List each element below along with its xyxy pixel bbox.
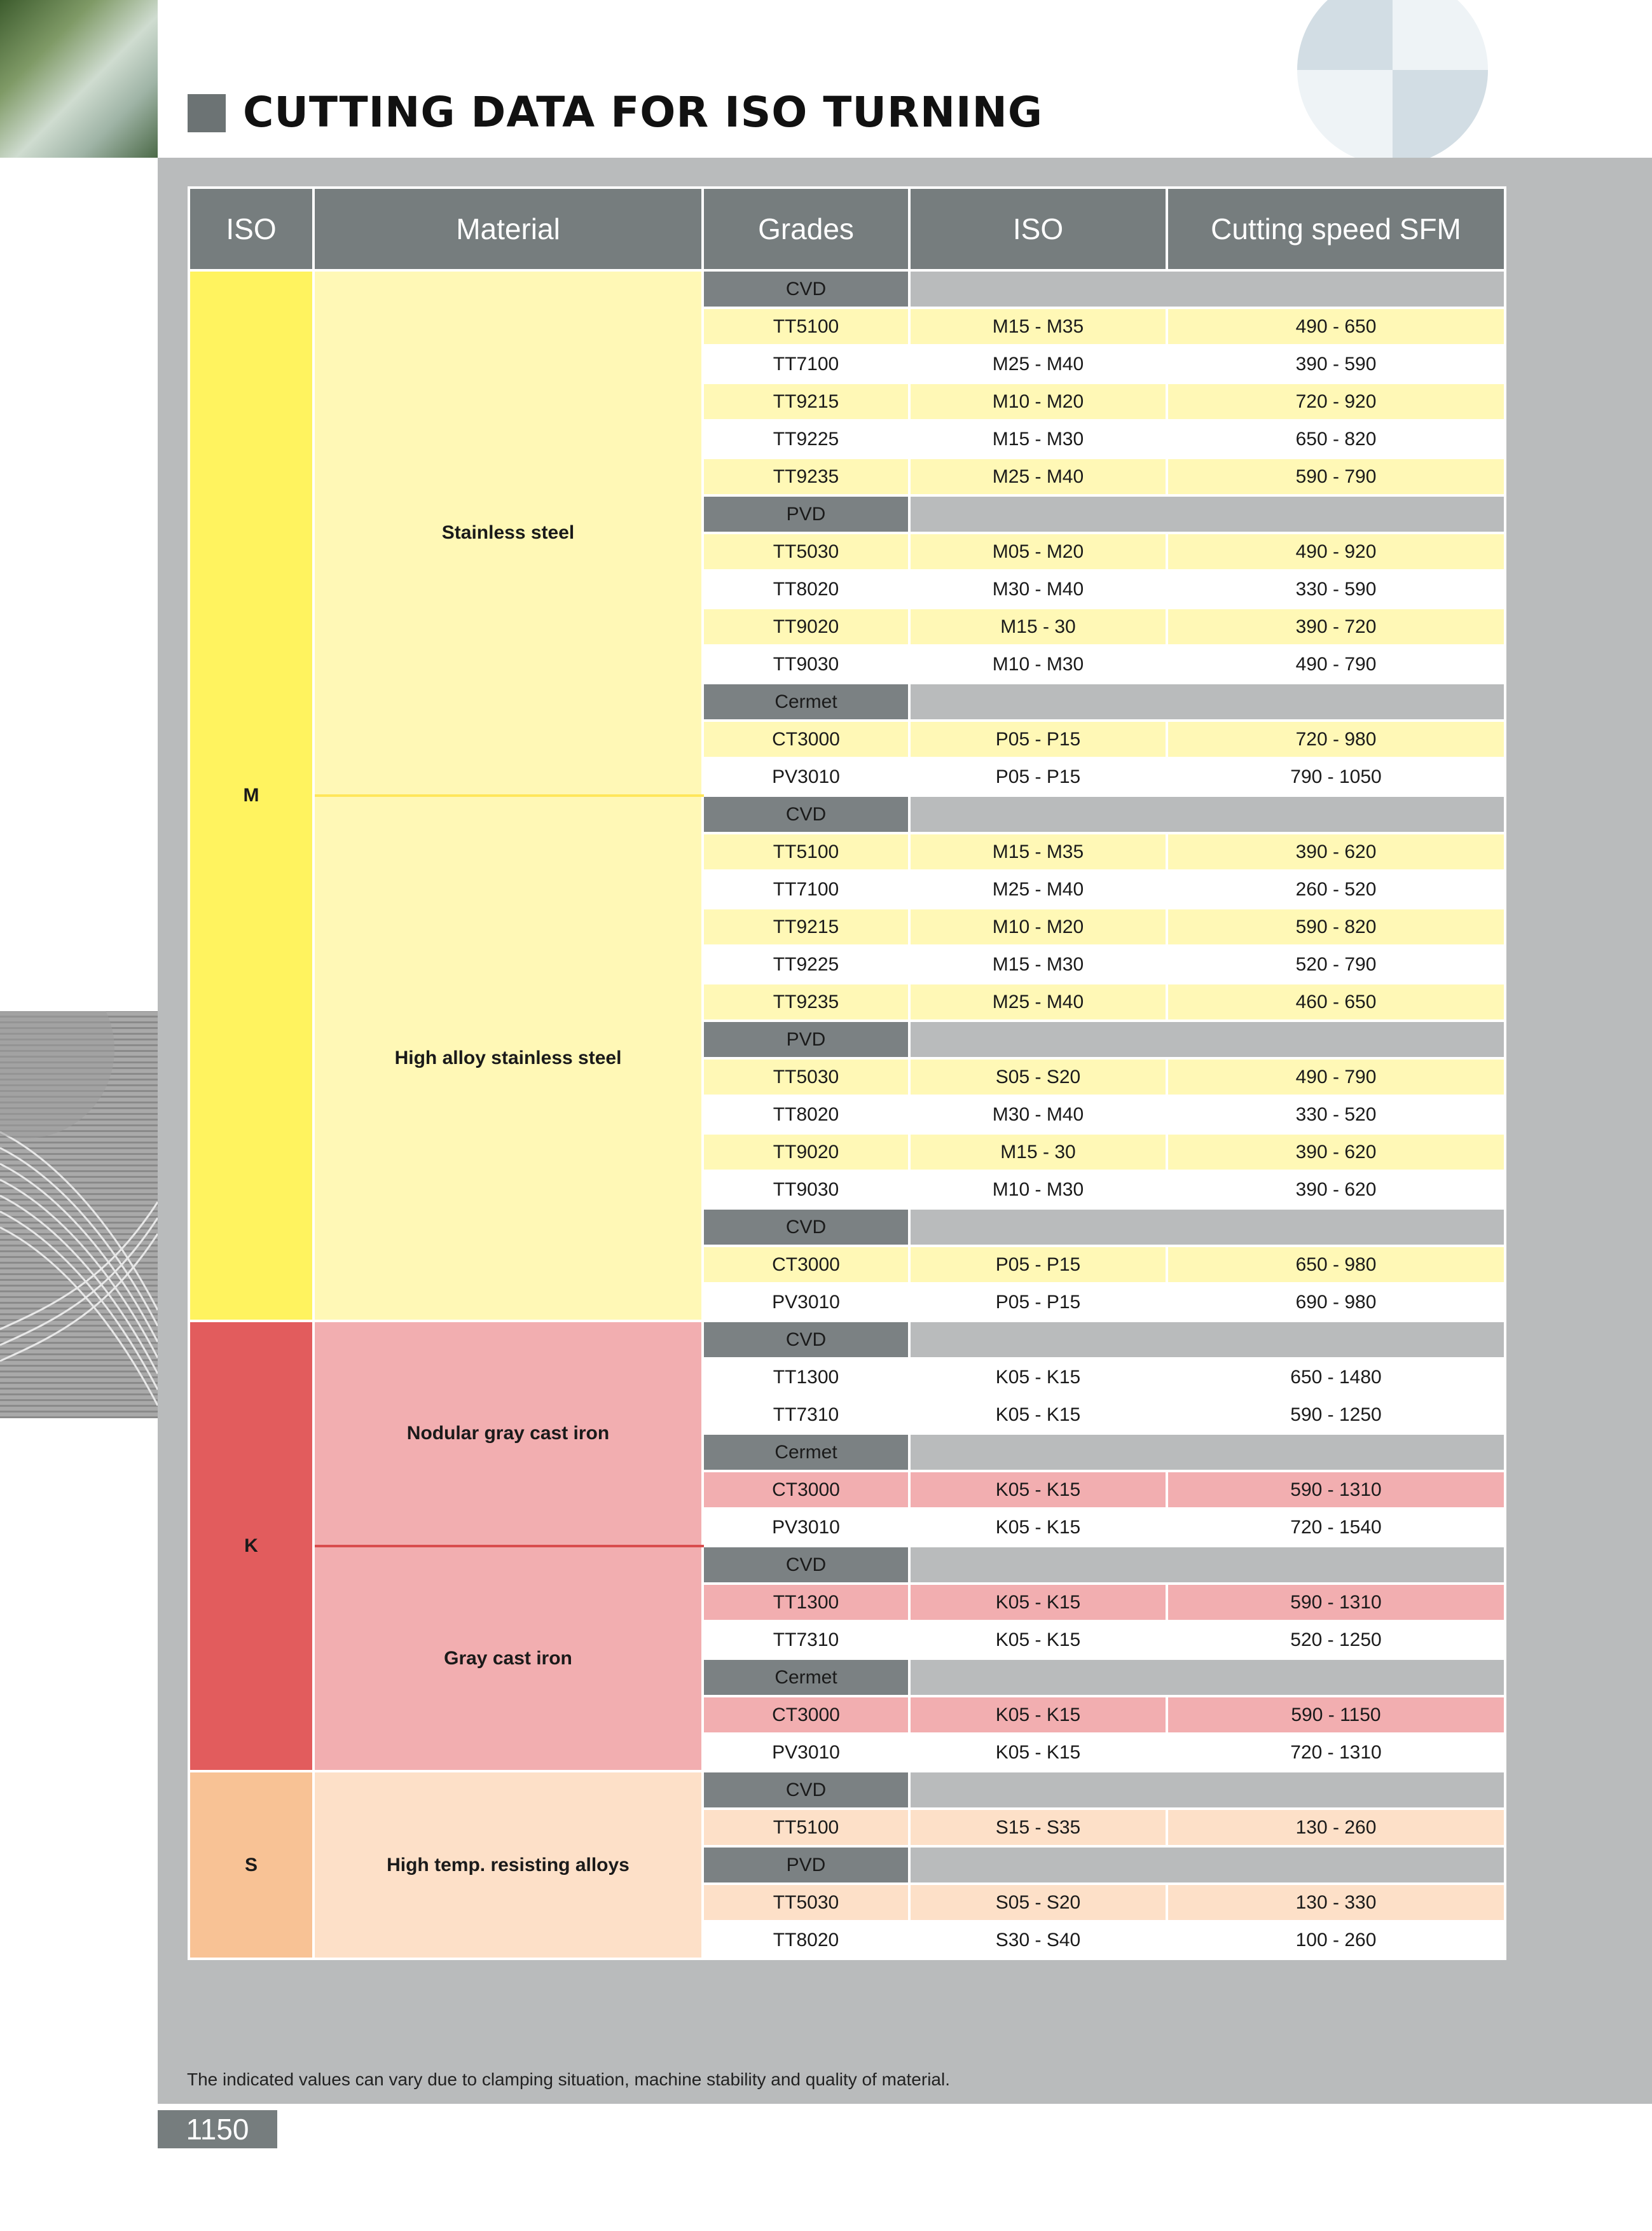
iso-range-cell: K05 - K15 (909, 1358, 1167, 1396)
iso-range-cell: S05 - S20 (909, 1884, 1167, 1921)
iso-range-cell: P05 - P15 (909, 758, 1167, 796)
table-body (189, 270, 1505, 1959)
cutting-speed-cell: 130 - 260 (1167, 1809, 1505, 1846)
grade-cell: TT9235 (703, 458, 909, 495)
iso-range-cell: M15 - M35 (909, 308, 1167, 345)
grade-cell: TT9030 (703, 646, 909, 683)
group-row-filler (909, 1321, 1505, 1358)
cutting-speed-cell: 390 - 590 (1167, 345, 1505, 383)
grade-group-label: Cermet (703, 1433, 909, 1471)
header-iso-range: ISO (909, 188, 1167, 270)
iso-range-cell: K05 - K15 (909, 1584, 1167, 1621)
group-row-filler (909, 270, 1505, 308)
cutting-speed-cell: 490 - 650 (1167, 308, 1505, 345)
grade-cell: TT5100 (703, 1809, 909, 1846)
cutting-speed-cell: 330 - 520 (1167, 1096, 1505, 1133)
cutting-speed-cell: 100 - 260 (1167, 1921, 1505, 1959)
cutting-speed-cell: 490 - 790 (1167, 1058, 1505, 1096)
group-row (189, 1321, 1505, 1358)
material-cell: High temp. resisting alloys (313, 1771, 703, 1959)
grade-cell: TT9215 (703, 383, 909, 420)
grade-cell: TT9020 (703, 1133, 909, 1171)
grade-cell: TT7310 (703, 1621, 909, 1659)
cutting-speed-cell: 650 - 980 (1167, 1246, 1505, 1283)
header-iso: ISO (189, 188, 313, 270)
iso-range-cell: P05 - P15 (909, 721, 1167, 758)
cutting-speed-cell: 690 - 980 (1167, 1283, 1505, 1321)
cutting-speed-cell: 650 - 1480 (1167, 1358, 1505, 1396)
iso-range-cell: M25 - M40 (909, 871, 1167, 908)
group-row-filler (909, 796, 1505, 833)
grade-cell: CT3000 (703, 1246, 909, 1283)
group-row (189, 1546, 1505, 1584)
header-material: Material (313, 188, 703, 270)
grade-cell: TT5030 (703, 1884, 909, 1921)
iso-range-cell: M15 - M30 (909, 420, 1167, 458)
iso-range-cell: M25 - M40 (909, 983, 1167, 1021)
grade-cell: TT9030 (703, 1171, 909, 1208)
grade-cell: PV3010 (703, 758, 909, 796)
grade-cell: TT8020 (703, 1921, 909, 1959)
grade-cell: TT7100 (703, 871, 909, 908)
grade-cell: TT5030 (703, 1058, 909, 1096)
grade-cell: TT9225 (703, 420, 909, 458)
iso-range-cell: M10 - M20 (909, 383, 1167, 420)
grade-group-label: CVD (703, 1321, 909, 1358)
iso-range-cell: S05 - S20 (909, 1058, 1167, 1096)
header-cutting-speed: Cutting speed SFM (1167, 188, 1505, 270)
material-cell: Nodular gray cast iron (313, 1321, 703, 1546)
footnote: The indicated values can vary due to clamping situation, machine stability and quality of material. (187, 2069, 950, 2089)
decorative-circle-graphic (1297, 0, 1488, 165)
iso-range-cell: P05 - P15 (909, 1246, 1167, 1283)
iso-range-cell: M30 - M40 (909, 570, 1167, 608)
group-row-filler (909, 1433, 1505, 1471)
iso-range-cell: M15 - 30 (909, 608, 1167, 646)
group-row-filler (909, 495, 1505, 533)
iso-range-cell: M25 - M40 (909, 345, 1167, 383)
material-cell: Stainless steel (313, 270, 703, 796)
cutting-speed-cell: 590 - 1310 (1167, 1584, 1505, 1621)
cutting-speed-cell: 720 - 980 (1167, 721, 1505, 758)
grade-group-label: CVD (703, 1546, 909, 1584)
grade-cell: TT5030 (703, 533, 909, 570)
iso-range-cell: M10 - M30 (909, 1171, 1167, 1208)
iso-range-cell: S15 - S35 (909, 1809, 1167, 1846)
iso-range-cell: M15 - M35 (909, 833, 1167, 871)
cutting-data-table (188, 186, 1506, 1960)
iso-range-cell: K05 - K15 (909, 1396, 1167, 1433)
grade-cell: TT8020 (703, 570, 909, 608)
grade-group-label: CVD (703, 1771, 909, 1809)
iso-range-cell: M15 - M30 (909, 946, 1167, 983)
grade-cell: TT1300 (703, 1358, 909, 1396)
iso-range-cell: M05 - M20 (909, 533, 1167, 570)
grade-group-label: PVD (703, 1846, 909, 1884)
iso-class-cell: M (189, 270, 313, 1321)
group-row-filler (909, 1546, 1505, 1584)
cutting-speed-cell: 490 - 920 (1167, 533, 1505, 570)
grade-group-label: Cermet (703, 683, 909, 721)
iso-range-cell: M25 - M40 (909, 458, 1167, 495)
cutting-speed-cell: 520 - 1250 (1167, 1621, 1505, 1659)
iso-class-cell: S (189, 1771, 313, 1959)
grade-group-label: PVD (703, 495, 909, 533)
cutting-speed-cell: 720 - 1310 (1167, 1734, 1505, 1771)
iso-range-cell: K05 - K15 (909, 1509, 1167, 1546)
iso-range-cell: S30 - S40 (909, 1921, 1167, 1959)
iso-range-cell: K05 - K15 (909, 1734, 1167, 1771)
cutting-speed-cell: 590 - 1250 (1167, 1396, 1505, 1433)
iso-range-cell: M10 - M20 (909, 908, 1167, 946)
grade-group-label: Cermet (703, 1659, 909, 1696)
iso-range-cell: K05 - K15 (909, 1471, 1167, 1509)
cutting-speed-cell: 390 - 620 (1167, 1171, 1505, 1208)
grade-cell: CT3000 (703, 721, 909, 758)
cutting-speed-cell: 390 - 720 (1167, 608, 1505, 646)
grade-cell: TT9235 (703, 983, 909, 1021)
title-marker-square (188, 94, 226, 132)
cutting-speed-cell: 390 - 620 (1167, 1133, 1505, 1171)
grade-cell: PV3010 (703, 1734, 909, 1771)
grade-cell: TT5100 (703, 833, 909, 871)
cutting-speed-cell: 260 - 520 (1167, 871, 1505, 908)
page-title: CUTTING DATA FOR ISO TURNING (243, 88, 1043, 137)
grade-cell: TT5100 (703, 308, 909, 345)
cutting-speed-cell: 790 - 1050 (1167, 758, 1505, 796)
group-row (189, 270, 1505, 308)
cutting-speed-cell: 490 - 790 (1167, 646, 1505, 683)
group-row-filler (909, 1208, 1505, 1246)
iso-range-cell: M10 - M30 (909, 646, 1167, 683)
grade-cell: TT1300 (703, 1584, 909, 1621)
cutting-speed-cell: 130 - 330 (1167, 1884, 1505, 1921)
iso-range-cell: M30 - M40 (909, 1096, 1167, 1133)
grade-cell: TT7100 (703, 345, 909, 383)
group-row-filler (909, 1659, 1505, 1696)
grade-cell: TT9225 (703, 946, 909, 983)
material-cell: High alloy stainless steel (313, 796, 703, 1321)
grade-cell: TT7310 (703, 1396, 909, 1433)
iso-range-cell: M15 - 30 (909, 1133, 1167, 1171)
cutting-speed-cell: 590 - 820 (1167, 908, 1505, 946)
grade-group-label: CVD (703, 1208, 909, 1246)
group-row-filler (909, 1021, 1505, 1058)
cutting-speed-cell: 520 - 790 (1167, 946, 1505, 983)
material-cell: Gray cast iron (313, 1546, 703, 1771)
cutting-speed-cell: 460 - 650 (1167, 983, 1505, 1021)
cutting-speed-cell: 590 - 790 (1167, 458, 1505, 495)
grade-group-label: CVD (703, 270, 909, 308)
group-row-filler (909, 1846, 1505, 1884)
grade-cell: TT9020 (703, 608, 909, 646)
iso-range-cell: K05 - K15 (909, 1696, 1167, 1734)
table-header-row (189, 188, 1505, 270)
group-row (189, 1771, 1505, 1809)
cutting-speed-cell: 720 - 1540 (1167, 1509, 1505, 1546)
cutting-speed-cell: 650 - 820 (1167, 420, 1505, 458)
decorative-wave-graphic (0, 1011, 158, 1418)
grade-group-label: PVD (703, 1021, 909, 1058)
group-row-filler (909, 683, 1505, 721)
cutting-speed-cell: 590 - 1310 (1167, 1471, 1505, 1509)
group-row-filler (909, 1771, 1505, 1809)
grade-cell: PV3010 (703, 1283, 909, 1321)
cutting-speed-cell: 590 - 1150 (1167, 1696, 1505, 1734)
page-number: 1150 (158, 2110, 277, 2148)
group-row (189, 796, 1505, 833)
grade-cell: CT3000 (703, 1696, 909, 1734)
header-photo (0, 0, 158, 158)
grade-cell: TT9215 (703, 908, 909, 946)
iso-range-cell: P05 - P15 (909, 1283, 1167, 1321)
cutting-speed-cell: 720 - 920 (1167, 383, 1505, 420)
grade-cell: CT3000 (703, 1471, 909, 1509)
grade-group-label: CVD (703, 796, 909, 833)
grade-cell: PV3010 (703, 1509, 909, 1546)
iso-range-cell: K05 - K15 (909, 1621, 1167, 1659)
cutting-speed-cell: 330 - 590 (1167, 570, 1505, 608)
cutting-speed-cell: 390 - 620 (1167, 833, 1505, 871)
iso-class-cell: K (189, 1321, 313, 1771)
grade-cell: TT8020 (703, 1096, 909, 1133)
header-grades: Grades (703, 188, 909, 270)
